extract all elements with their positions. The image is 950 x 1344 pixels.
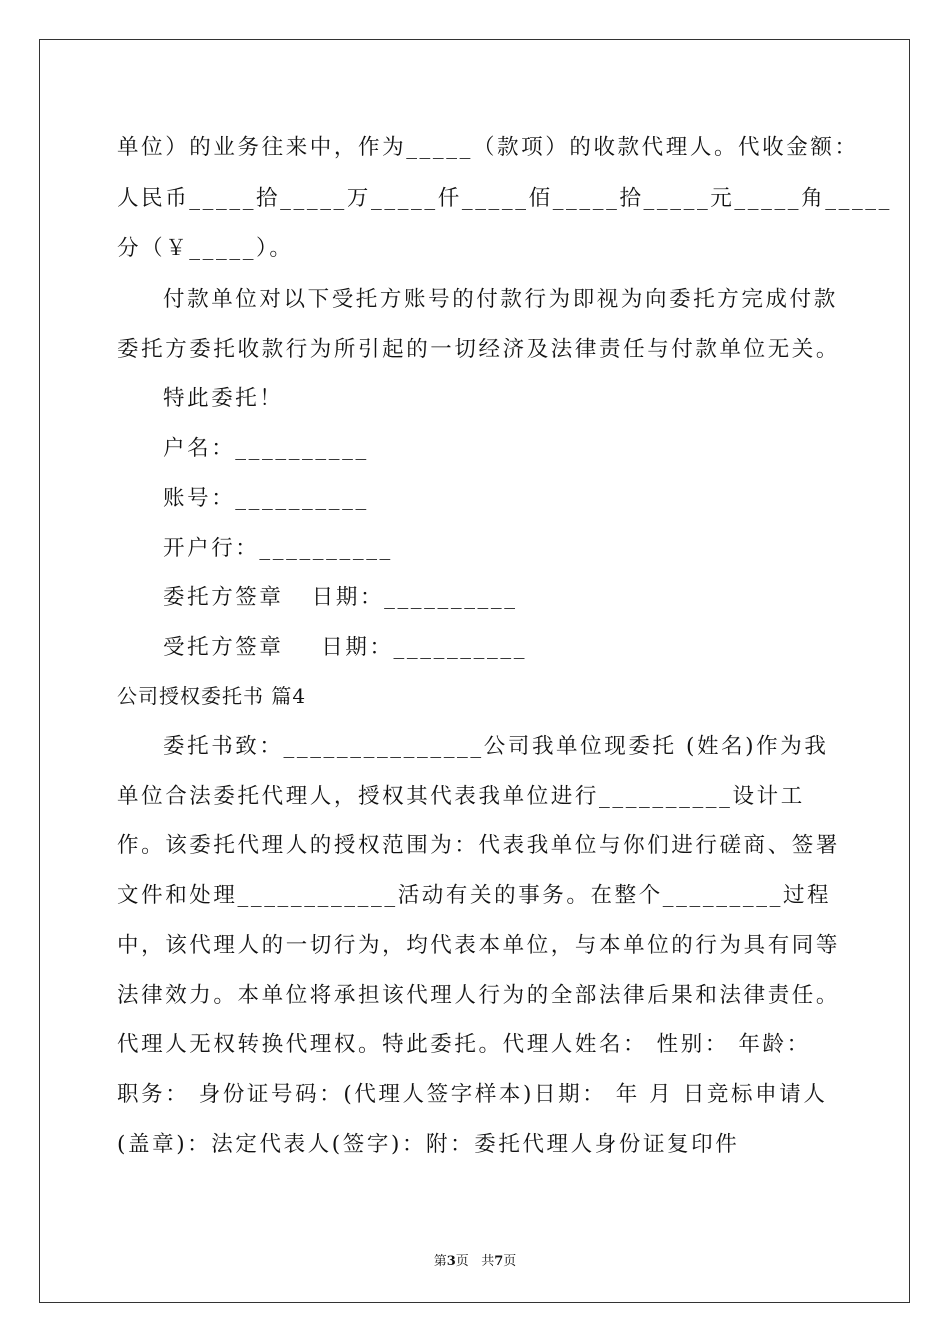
body-line: 委托方委托收款行为所引起的一切经济及法律责任与付款单位无关。 (117, 337, 841, 362)
body-line: 人民币_____拾_____万_____仟_____佰_____拾_____元_____角_____ (117, 186, 893, 211)
footer-prefix: 第 (433, 1254, 447, 1269)
principal-signature-field: 委托方签章 日期：__________ (163, 585, 518, 610)
body-line: 付款单位对以下受托方账号的付款行为即视为向委托方完成付款 (163, 287, 838, 312)
page-border (39, 39, 910, 1303)
page-number-footer (0, 1250, 950, 1269)
section-heading: 公司授权委托书 篇4 (117, 684, 307, 708)
footer-suffix: 页 (503, 1254, 517, 1269)
body-line: 分（￥_____）。 (117, 236, 294, 261)
body-line: 单位）的业务往来中，作为_____（款项）的收款代理人。代收金额： (117, 135, 859, 160)
current-page-number: 3 (446, 1254, 456, 1269)
body-line: 特此委托！ (163, 386, 284, 411)
account-number-field: 账号：__________ (163, 486, 369, 511)
account-name-field: 户名：__________ (163, 436, 369, 461)
body-line: 作。该委托代理人的授权范围为：代表我单位与你们进行磋商、签署 (117, 833, 841, 858)
body-line: 单位合法委托代理人，授权其代表我单位进行__________设计工 (117, 784, 805, 809)
total-pages-number: 7 (494, 1254, 504, 1269)
body-line: 职务： 身份证号码：(代理人签字样本)日期： 年 月 日竞标申请人 (117, 1082, 828, 1107)
body-line: (盖章)：法定代表人(签字)：附：委托代理人身份证复印件 (117, 1132, 740, 1157)
body-line: 中，该代理人的一切行为，均代表本单位，与本单位的行为具有同等 (117, 933, 841, 958)
body-line: 委托书致：_______________公司我单位现委托 (姓名)作为我 (163, 734, 829, 759)
body-line: 代理人无权转换代理权。特此委托。代理人姓名： 性别： 年龄： (117, 1032, 811, 1057)
body-line: 法律效力。本单位将承担该代理人行为的全部法律后果和法律责任。 (117, 983, 841, 1008)
footer-mid: 页 共 (455, 1254, 495, 1269)
body-line: 文件和处理____________活动有关的事务。在整个_________过程 (117, 883, 832, 908)
bank-field: 开户行：__________ (163, 536, 393, 561)
agent-signature-field: 受托方签章 日期：__________ (163, 635, 528, 660)
